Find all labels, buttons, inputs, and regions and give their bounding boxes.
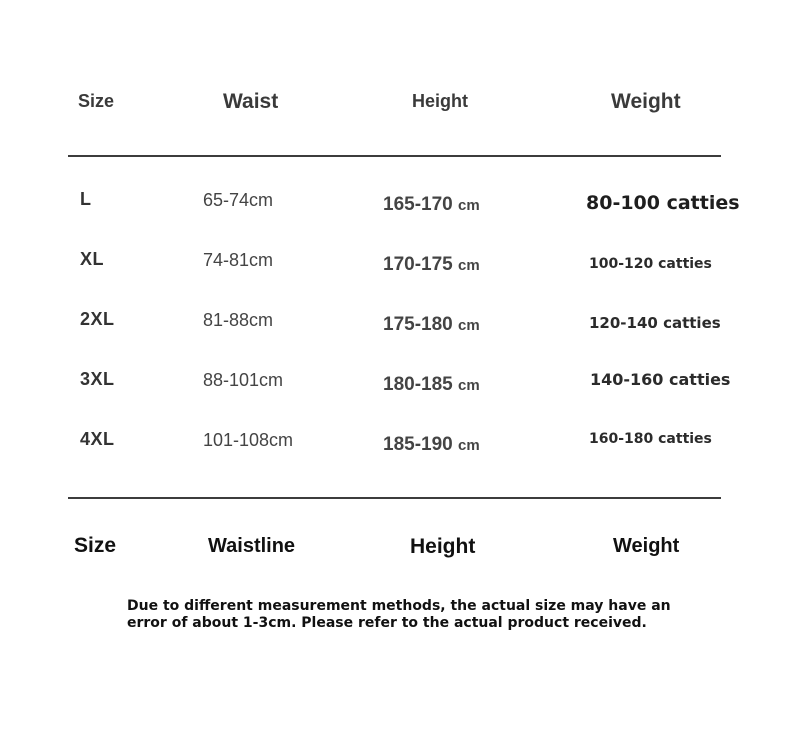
row-height-value-l: 165-170 [383, 194, 453, 215]
row-height-unit-l: cm [458, 197, 480, 214]
row-height-2xl [383, 314, 480, 336]
header-weight: Weight [611, 90, 681, 113]
measurement-note: Due to different measurement methods, the actual size may have an error of about 1-3cm. Please refer to the actual product received. [127, 598, 671, 631]
row-weight-3xl: 140-160 catties [590, 370, 731, 389]
row-height-value-xl: 170-175 [383, 254, 453, 275]
row-weight-4xl: 160-180 catties [589, 431, 712, 447]
row-height-value-2xl: 175-180 [383, 314, 453, 335]
row-height-unit-3xl: cm [458, 377, 480, 394]
row-weight-2xl: 120-140 catties [589, 314, 721, 332]
row-height-unit-xl: cm [458, 257, 480, 274]
row-size-3xl: 3XL [80, 369, 115, 389]
header-waist: Waist [223, 90, 279, 113]
row-weight-xl: 100-120 catties [589, 256, 712, 272]
row-size-xl: XL [80, 249, 105, 269]
row-height-4xl [383, 434, 480, 456]
header-size: Size [78, 91, 115, 111]
footer-weight: Weight [613, 535, 680, 557]
bottom-divider [68, 497, 721, 499]
row-waist-3xl: 88-101cm [203, 370, 284, 390]
footer-waistline: Waistline [208, 535, 296, 557]
row-weight-l: 80-100 catties [586, 192, 740, 214]
row-waist-4xl: 101-108cm [203, 430, 294, 450]
row-waist-l: 65-74cm [203, 190, 274, 210]
footer-height: Height [410, 535, 476, 558]
top-divider [68, 155, 721, 157]
row-height-3xl [383, 374, 480, 396]
header-height: Height [412, 91, 468, 111]
row-height-xl [383, 254, 480, 276]
row-size-l: L [80, 189, 92, 209]
row-height-value-4xl: 185-190 [383, 434, 453, 455]
row-height-value-3xl: 180-185 [383, 374, 453, 395]
row-height-unit-2xl: cm [458, 317, 480, 334]
row-size-2xl: 2XL [80, 309, 115, 329]
row-size-4xl: 4XL [80, 429, 115, 449]
row-waist-xl: 74-81cm [203, 250, 274, 270]
row-waist-2xl: 81-88cm [203, 310, 274, 330]
row-height-l [383, 194, 480, 216]
footer-size: Size [74, 534, 117, 557]
row-height-unit-4xl: cm [458, 437, 480, 454]
